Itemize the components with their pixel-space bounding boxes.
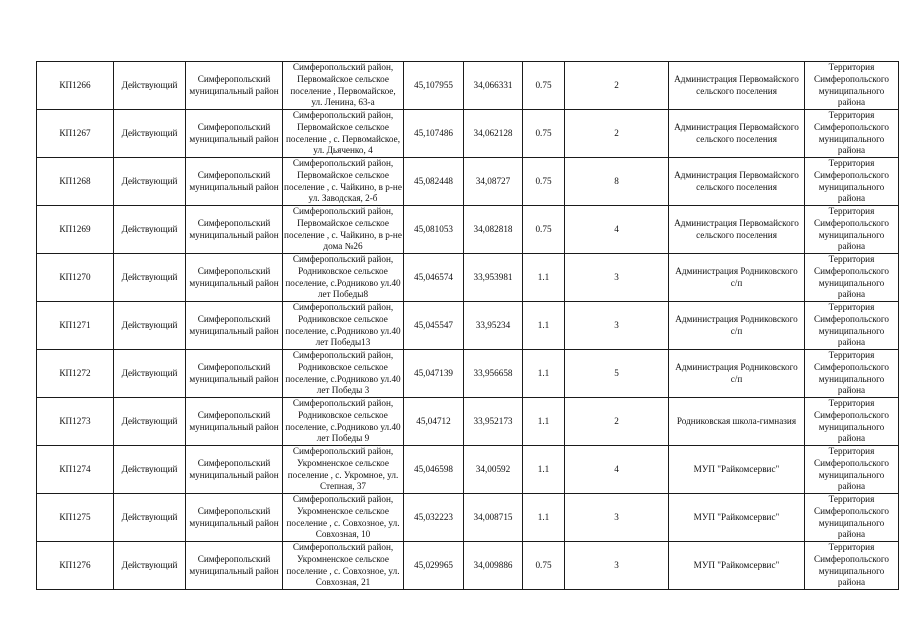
district-cell: Симферопольский муниципальный район	[186, 254, 283, 302]
longitude-cell: 34,062128	[464, 110, 523, 158]
collection-points-table	[36, 61, 899, 590]
status-cell: Действующий	[114, 206, 186, 254]
address-cell: Симферопольский район, Укромненское сельское поселение , с. Совхозное, ул. Совхозная, 21	[283, 542, 404, 590]
container-count-cell: 3	[565, 494, 669, 542]
point-code-cell: КП1270	[37, 254, 114, 302]
longitude-cell: 34,08727	[464, 158, 523, 206]
point-code-cell: КП1268	[37, 158, 114, 206]
area-cell: 0.75	[523, 158, 565, 206]
status-cell: Действующий	[114, 110, 186, 158]
address-cell: Симферопольский район, Первомайское сельское поселение , с. Чайкино, в р-не дома №26	[283, 206, 404, 254]
area-cell: 0.75	[523, 110, 565, 158]
table-row	[37, 110, 899, 158]
container-count-cell: 3	[565, 542, 669, 590]
longitude-cell: 34,00592	[464, 446, 523, 494]
latitude-cell: 45,082448	[404, 158, 464, 206]
address-cell: Симферопольский район, Родниковское сельское поселение, с.Родниково ул.40 лет Победы13	[283, 302, 404, 350]
container-count-cell: 8	[565, 158, 669, 206]
owner-cell: Администрация Первомайского сельского поселения	[669, 110, 805, 158]
territory-cell: Территория Симферопольского муниципального района	[805, 254, 899, 302]
point-code-cell: КП1267	[37, 110, 114, 158]
territory-cell: Территория Симферопольского муниципального района	[805, 350, 899, 398]
longitude-cell: 33,953981	[464, 254, 523, 302]
table-row	[37, 446, 899, 494]
area-cell: 1.1	[523, 398, 565, 446]
table-row	[37, 158, 899, 206]
table-body	[37, 62, 899, 590]
territory-cell: Территория Симферопольского муниципального района	[805, 494, 899, 542]
area-cell: 0.75	[523, 542, 565, 590]
point-code-cell: КП1276	[37, 542, 114, 590]
status-cell: Действующий	[114, 62, 186, 110]
latitude-cell: 45,047139	[404, 350, 464, 398]
district-cell: Симферопольский муниципальный район	[186, 494, 283, 542]
table-row	[37, 302, 899, 350]
area-cell: 1.1	[523, 350, 565, 398]
owner-cell: Администрация Первомайского сельского поселения	[669, 62, 805, 110]
table-row	[37, 62, 899, 110]
address-cell: Симферопольский район, Укромненское сельское поселение , с. Совхозное, ул. Совхозная, 10	[283, 494, 404, 542]
territory-cell: Территория Симферопольского муниципального района	[805, 110, 899, 158]
district-cell: Симферопольский муниципальный район	[186, 158, 283, 206]
area-cell: 1.1	[523, 254, 565, 302]
table-row	[37, 494, 899, 542]
point-code-cell: КП1269	[37, 206, 114, 254]
status-cell: Действующий	[114, 254, 186, 302]
district-cell: Симферопольский муниципальный район	[186, 350, 283, 398]
latitude-cell: 45,107955	[404, 62, 464, 110]
latitude-cell: 45,045547	[404, 302, 464, 350]
container-count-cell: 3	[565, 254, 669, 302]
latitude-cell: 45,081053	[404, 206, 464, 254]
container-count-cell: 2	[565, 110, 669, 158]
status-cell: Действующий	[114, 158, 186, 206]
status-cell: Действующий	[114, 494, 186, 542]
container-count-cell: 3	[565, 302, 669, 350]
latitude-cell: 45,107486	[404, 110, 464, 158]
latitude-cell: 45,032223	[404, 494, 464, 542]
status-cell: Действующий	[114, 302, 186, 350]
status-cell: Действующий	[114, 542, 186, 590]
point-code-cell: КП1266	[37, 62, 114, 110]
district-cell: Симферопольский муниципальный район	[186, 302, 283, 350]
owner-cell: Администрация Родниковского с/п	[669, 302, 805, 350]
area-cell: 1.1	[523, 302, 565, 350]
territory-cell: Территория Симферопольского муниципального района	[805, 302, 899, 350]
container-count-cell: 5	[565, 350, 669, 398]
point-code-cell: КП1273	[37, 398, 114, 446]
area-cell: 1.1	[523, 446, 565, 494]
area-cell: 0.75	[523, 62, 565, 110]
longitude-cell: 34,082818	[464, 206, 523, 254]
point-code-cell: КП1271	[37, 302, 114, 350]
longitude-cell: 34,008715	[464, 494, 523, 542]
territory-cell: Территория Симферопольского муниципального района	[805, 158, 899, 206]
latitude-cell: 45,04712	[404, 398, 464, 446]
owner-cell: МУП "Райкомсервис"	[669, 542, 805, 590]
owner-cell: Администрация Родниковского с/п	[669, 254, 805, 302]
point-code-cell: КП1272	[37, 350, 114, 398]
address-cell: Симферопольский район, Первомайское сельское поселение , с. Чайкино, в р-не ул. Заводская, 2-б	[283, 158, 404, 206]
longitude-cell: 34,066331	[464, 62, 523, 110]
area-cell: 1.1	[523, 494, 565, 542]
district-cell: Симферопольский муниципальный район	[186, 542, 283, 590]
status-cell: Действующий	[114, 446, 186, 494]
container-count-cell: 2	[565, 62, 669, 110]
longitude-cell: 34,009886	[464, 542, 523, 590]
owner-cell: Администрация Родниковского с/п	[669, 350, 805, 398]
container-count-cell: 4	[565, 206, 669, 254]
territory-cell: Территория Симферопольского муниципального района	[805, 206, 899, 254]
latitude-cell: 45,029965	[404, 542, 464, 590]
table-row	[37, 542, 899, 590]
status-cell: Действующий	[114, 350, 186, 398]
district-cell: Симферопольский муниципальный район	[186, 206, 283, 254]
latitude-cell: 45,046574	[404, 254, 464, 302]
territory-cell: Территория Симферопольского муниципального района	[805, 62, 899, 110]
owner-cell: Администрация Первомайского сельского поселения	[669, 206, 805, 254]
owner-cell: МУП "Райкомсервис"	[669, 494, 805, 542]
address-cell: Симферопольский район, Родниковское сельское поселение, с.Родниково ул.40 лет Победы 9	[283, 398, 404, 446]
territory-cell: Территория Симферопольского муниципального района	[805, 446, 899, 494]
point-code-cell: КП1275	[37, 494, 114, 542]
owner-cell: Администрация Первомайского сельского поселения	[669, 158, 805, 206]
address-cell: Симферопольский район, Родниковское сельское поселение, с.Родниково ул.40 лет Победы 3	[283, 350, 404, 398]
container-count-cell: 2	[565, 398, 669, 446]
address-cell: Симферопольский район, Укромненское сельское поселение , с. Укромное, ул. Степная, 37	[283, 446, 404, 494]
table-row	[37, 206, 899, 254]
container-count-cell: 4	[565, 446, 669, 494]
owner-cell: Родниковская школа-гимназия	[669, 398, 805, 446]
district-cell: Симферопольский муниципальный район	[186, 446, 283, 494]
point-code-cell: КП1274	[37, 446, 114, 494]
status-cell: Действующий	[114, 398, 186, 446]
district-cell: Симферопольский муниципальный район	[186, 110, 283, 158]
territory-cell: Территория Симферопольского муниципального района	[805, 542, 899, 590]
address-cell: Симферопольский район, Родниковское сельское поселение, с.Родниково ул.40 лет Победы8	[283, 254, 404, 302]
longitude-cell: 33,952173	[464, 398, 523, 446]
district-cell: Симферопольский муниципальный район	[186, 398, 283, 446]
owner-cell: МУП "Райкомсервис"	[669, 446, 805, 494]
longitude-cell: 33,95234	[464, 302, 523, 350]
territory-cell: Территория Симферопольского муниципального района	[805, 398, 899, 446]
longitude-cell: 33,956658	[464, 350, 523, 398]
address-cell: Симферопольский район, Первомайское сельское поселение , Первомайское, ул. Ленина, 63-а	[283, 62, 404, 110]
address-cell: Симферопольский район, Первомайское сельское поселение , с. Первомайское, ул. Дьяченко, 4	[283, 110, 404, 158]
table-row	[37, 254, 899, 302]
table-row	[37, 350, 899, 398]
table-row	[37, 398, 899, 446]
latitude-cell: 45,046598	[404, 446, 464, 494]
district-cell: Симферопольский муниципальный район	[186, 62, 283, 110]
area-cell: 0.75	[523, 206, 565, 254]
